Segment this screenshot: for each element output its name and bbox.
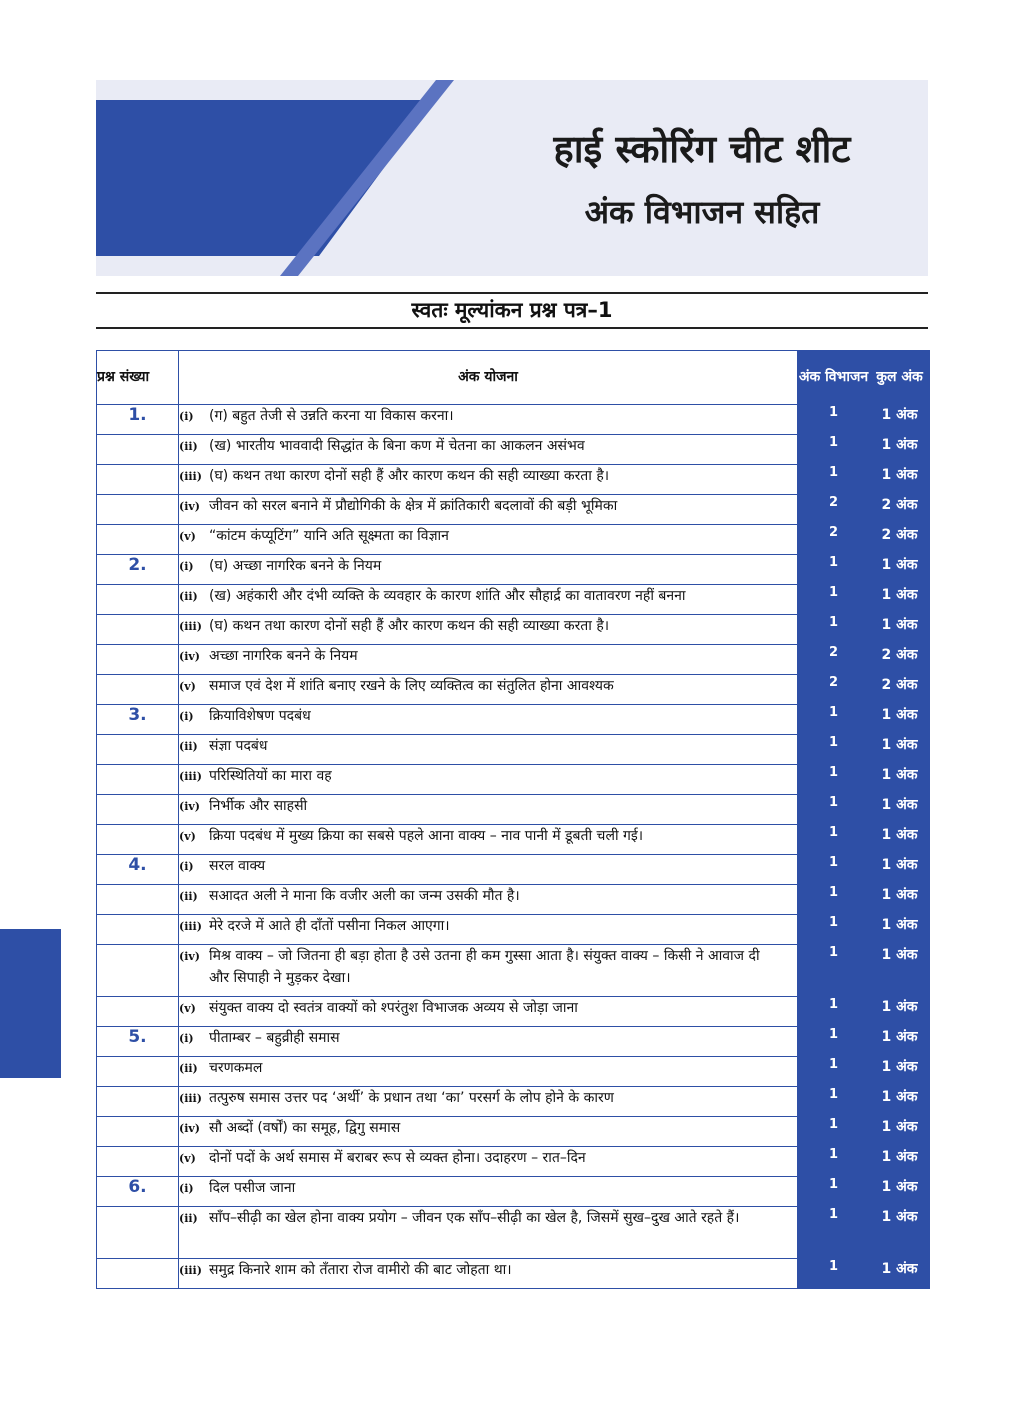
table-row	[97, 885, 930, 915]
answer-cell	[179, 405, 798, 435]
table-row	[97, 795, 930, 825]
top-rule	[96, 292, 928, 294]
table-row	[97, 435, 930, 465]
answer-cell	[179, 855, 798, 885]
table-row	[97, 945, 930, 997]
answer-text: (ख) अहंकारी और दंभी व्यक्ति के व्यवहार के कारण शांति और सौहार्द्र का वातावरण नहीं बनना	[209, 588, 686, 604]
answer-cell	[179, 915, 798, 945]
total-cell: 1 अंक	[870, 1259, 930, 1289]
marks-cell: 1	[798, 855, 870, 885]
marks-cell: 2	[798, 675, 870, 705]
question-number	[97, 1207, 179, 1259]
sub-question-label: (v)	[179, 1152, 196, 1165]
table-header-row	[97, 351, 930, 405]
marks-cell: 1	[798, 1117, 870, 1147]
table-row	[97, 1027, 930, 1057]
sub-question-label: (ii)	[179, 440, 198, 453]
marks-cell: 1	[798, 945, 870, 997]
sub-question-label: (v)	[179, 530, 196, 543]
table-row	[97, 495, 930, 525]
table-row	[97, 1259, 930, 1289]
answer-cell	[179, 885, 798, 915]
marking-scheme-table	[96, 350, 930, 1289]
answer-cell	[179, 705, 798, 735]
sub-question-label: (iv)	[179, 800, 200, 813]
answer-text: “कांटम कंप्यूटिंग” यानि अति सूक्ष्मता का विज्ञान	[209, 528, 449, 544]
total-cell: 1 अंक	[870, 885, 930, 915]
answer-cell	[179, 1027, 798, 1057]
table-row	[97, 645, 930, 675]
table-row	[97, 525, 930, 555]
question-number: 5.	[97, 1027, 179, 1057]
total-cell: 1 अंक	[870, 1177, 930, 1207]
question-number	[97, 1147, 179, 1177]
answer-cell	[179, 585, 798, 615]
answer-text: निर्भीक और साहसी	[209, 798, 308, 814]
answer-cell	[179, 765, 798, 795]
answer-cell	[179, 465, 798, 495]
marks-cell: 1	[798, 1207, 870, 1259]
sub-question-label: (i)	[179, 1182, 194, 1195]
total-cell: 1 अंक	[870, 855, 930, 885]
answer-cell	[179, 525, 798, 555]
question-number: 6.	[97, 1177, 179, 1207]
answer-text: दोनों पदों के अर्थ समास में बराबर रूप से व्यक्त होना। उदाहरण – रात–दिन	[209, 1150, 586, 1166]
question-number	[97, 525, 179, 555]
total-cell: 1 अंक	[870, 615, 930, 645]
sub-question-label: (ii)	[179, 890, 198, 903]
total-cell: 1 अंक	[870, 1057, 930, 1087]
sub-question-label: (ii)	[179, 1212, 198, 1225]
table-row	[97, 765, 930, 795]
table-row	[97, 1117, 930, 1147]
header-banner	[96, 80, 928, 276]
table-row	[97, 705, 930, 735]
marks-cell: 1	[798, 915, 870, 945]
table-row	[97, 1207, 930, 1259]
table-row	[97, 735, 930, 765]
marks-cell: 1	[798, 555, 870, 585]
sub-question-label: (v)	[179, 830, 196, 843]
sub-question-label: (i)	[179, 1032, 194, 1045]
sub-question-label: (iii)	[179, 620, 202, 633]
total-cell: 1 अंक	[870, 705, 930, 735]
table-row	[97, 615, 930, 645]
answer-text: परिस्थितियों का मारा वह	[209, 768, 332, 784]
question-number	[97, 615, 179, 645]
answer-text: क्रिया पदबंध में मुख्य क्रिया का सबसे पहले आना वाक्य – नाव पानी में डूबती चली गई।	[209, 828, 644, 844]
question-number: 4.	[97, 855, 179, 885]
marks-cell: 1	[798, 1147, 870, 1177]
marks-cell: 1	[798, 1177, 870, 1207]
answer-text: (घ) अच्छा नागरिक बनने के नियम	[209, 558, 382, 574]
marks-cell: 1	[798, 765, 870, 795]
question-number: 2.	[97, 555, 179, 585]
total-cell: 1 अंक	[870, 1117, 930, 1147]
page-subtitle: अंक विभाजन सहित	[584, 193, 820, 231]
answer-text: (घ) कथन तथा कारण दोनों सही हैं और कारण कथन की सही व्याख्या करता है।	[209, 618, 610, 634]
sub-question-label: (iv)	[179, 500, 200, 513]
question-number: 1.	[97, 405, 179, 435]
answer-cell	[179, 735, 798, 765]
header-total: कुल अंक	[870, 351, 930, 405]
answer-cell	[179, 1207, 798, 1259]
sub-question-label: (iv)	[179, 950, 200, 963]
banner-dark-panel	[96, 100, 434, 256]
total-cell: 1 अंक	[870, 735, 930, 765]
question-number	[97, 1057, 179, 1087]
question-number	[97, 465, 179, 495]
table-row	[97, 585, 930, 615]
question-number	[97, 735, 179, 765]
marks-cell: 2	[798, 495, 870, 525]
answer-text: चरणकमल	[209, 1060, 263, 1076]
total-cell: 1 अंक	[870, 997, 930, 1027]
answer-text: अच्छा नागरिक बनने के नियम	[209, 648, 358, 664]
answer-cell	[179, 1117, 798, 1147]
question-number	[97, 825, 179, 855]
answer-cell	[179, 945, 798, 997]
question-number	[97, 1087, 179, 1117]
total-cell: 2 अंक	[870, 525, 930, 555]
header-scheme: अंक योजना	[179, 351, 798, 405]
answer-text: तत्पुरुष समास उत्तर पद ‘अर्थी’ के प्रधान तथा ‘का’ परसर्ग के लोप होने के कारण	[209, 1090, 614, 1106]
total-cell: 1 अंक	[870, 585, 930, 615]
answer-cell	[179, 555, 798, 585]
total-cell: 1 अंक	[870, 915, 930, 945]
sub-question-label: (i)	[179, 860, 194, 873]
sub-question-label: (i)	[179, 710, 194, 723]
table-row	[97, 1177, 930, 1207]
banner-graphic	[96, 80, 928, 276]
marks-cell: 1	[798, 735, 870, 765]
answer-text: समुद्र किनारे शाम को तँतारा रोज वामीरो की बाट जोहता था।	[209, 1262, 512, 1278]
marks-cell: 1	[798, 465, 870, 495]
table-row	[97, 997, 930, 1027]
table-row	[97, 1057, 930, 1087]
question-number	[97, 915, 179, 945]
answer-cell	[179, 997, 798, 1027]
sub-question-label: (v)	[179, 1002, 196, 1015]
answer-text: सआदत अली ने माना कि वजीर अली का जन्म उसकी मौत है।	[209, 888, 520, 904]
question-number	[97, 795, 179, 825]
question-number	[97, 435, 179, 465]
total-cell: 1 अंक	[870, 795, 930, 825]
question-number	[97, 645, 179, 675]
paper-title: स्वतः मूल्यांकन प्रश्न पत्र–1	[411, 298, 613, 322]
sub-question-label: (iii)	[179, 1264, 202, 1277]
total-cell: 1 अंक	[870, 465, 930, 495]
total-cell: 1 अंक	[870, 1147, 930, 1177]
total-cell: 1 अंक	[870, 1207, 930, 1259]
sub-question-label: (iii)	[179, 920, 202, 933]
table-row	[97, 1087, 930, 1117]
table-row	[97, 915, 930, 945]
marks-cell: 2	[798, 525, 870, 555]
answer-cell	[179, 1147, 798, 1177]
total-cell: 2 अंक	[870, 675, 930, 705]
answer-text: (ग) बहुत तेजी से उन्नति करना या विकास करना।	[209, 408, 454, 424]
answer-cell	[179, 615, 798, 645]
marks-cell: 1	[798, 1087, 870, 1117]
answer-text: मिश्र वाक्य – जो जितना ही बड़ा होता है उसे उतना ही कम गुस्सा आता है। संयुक्त वाक्य – किसी ने आवाज दी और सिपाही ने मुड़कर देखा।	[209, 948, 760, 986]
table-row	[97, 465, 930, 495]
table-row	[97, 555, 930, 585]
answer-cell	[179, 825, 798, 855]
question-number	[97, 885, 179, 915]
sub-question-label: (i)	[179, 560, 194, 573]
sub-question-label: (iv)	[179, 1122, 200, 1135]
total-cell: 1 अंक	[870, 1087, 930, 1117]
sub-question-label: (ii)	[179, 740, 198, 753]
marks-cell: 2	[798, 645, 870, 675]
sub-question-label: (iii)	[179, 470, 202, 483]
table-row	[97, 855, 930, 885]
bottom-rule	[96, 327, 928, 329]
table-row	[97, 825, 930, 855]
total-cell: 1 अंक	[870, 555, 930, 585]
answer-cell	[179, 1177, 798, 1207]
answer-cell	[179, 645, 798, 675]
table-row	[97, 405, 930, 435]
header-question-number: प्रश्न संख्या	[97, 351, 179, 405]
question-number	[97, 997, 179, 1027]
answer-text: पीताम्बर – बहुव्रीही समास	[209, 1030, 340, 1046]
answer-cell	[179, 1259, 798, 1289]
table-row	[97, 1147, 930, 1177]
total-cell: 1 अंक	[870, 1027, 930, 1057]
sub-question-label: (ii)	[179, 1062, 198, 1075]
total-cell: 1 अंक	[870, 435, 930, 465]
marks-cell: 1	[798, 435, 870, 465]
marks-cell: 1	[798, 585, 870, 615]
total-cell: 1 अंक	[870, 765, 930, 795]
answer-cell	[179, 1057, 798, 1087]
question-number	[97, 945, 179, 997]
answer-text: (ख) भारतीय भाववादी सिद्धांत के बिना कण में चेतना का आकलन असंभव	[209, 438, 585, 454]
answer-cell	[179, 435, 798, 465]
marks-cell: 1	[798, 885, 870, 915]
question-number	[97, 585, 179, 615]
marks-cell: 1	[798, 1027, 870, 1057]
answer-text: (घ) कथन तथा कारण दोनों सही हैं और कारण कथन की सही व्याख्या करता है।	[209, 468, 610, 484]
marks-cell: 1	[798, 1057, 870, 1087]
answer-cell	[179, 675, 798, 705]
total-cell: 2 अंक	[870, 495, 930, 525]
answer-text: संज्ञा पदबंध	[209, 738, 268, 754]
total-cell: 1 अंक	[870, 945, 930, 997]
marks-cell: 1	[798, 997, 870, 1027]
sub-question-label: (v)	[179, 680, 196, 693]
sub-question-label: (iii)	[179, 770, 202, 783]
question-number	[97, 495, 179, 525]
answer-cell	[179, 495, 798, 525]
sub-question-label: (ii)	[179, 590, 198, 603]
marks-cell: 1	[798, 405, 870, 435]
marks-cell: 1	[798, 615, 870, 645]
side-tab	[0, 929, 61, 1078]
table-row	[97, 675, 930, 705]
answer-text: सरल वाक्य	[209, 858, 266, 874]
answer-cell	[179, 795, 798, 825]
header-marks: अंक विभाजन	[798, 351, 870, 405]
answer-text: क्रियाविशेषण पदबंध	[209, 708, 311, 724]
question-number: 3.	[97, 705, 179, 735]
marks-cell: 1	[798, 825, 870, 855]
marks-cell: 1	[798, 705, 870, 735]
answer-cell	[179, 1087, 798, 1117]
answer-text: जीवन को सरल बनाने में प्रौद्योगिकी के क्षेत्र में क्रांतिकारी बदलावों की बड़ी भूमिका	[209, 498, 618, 514]
answer-text: समाज एवं देश में शांति बनाए रखने के लिए व्यक्तित्व का संतुलित होना आवश्यक	[209, 678, 614, 694]
question-number	[97, 675, 179, 705]
question-number	[97, 765, 179, 795]
question-number	[97, 1117, 179, 1147]
total-cell: 1 अंक	[870, 405, 930, 435]
sub-question-label: (iv)	[179, 650, 200, 663]
total-cell: 1 अंक	[870, 825, 930, 855]
answer-text: दिल पसीज जाना	[209, 1180, 296, 1196]
answer-text: संयुक्त वाक्य दो स्वतंत्र वाक्यों को श्परंतुश विभाजक अव्यय से जोड़ा जाना	[209, 1000, 578, 1016]
total-cell: 2 अंक	[870, 645, 930, 675]
answer-text: सौ अब्दों (वर्षों) का समूह, द्विगु समास	[209, 1120, 401, 1136]
marks-cell: 1	[798, 1259, 870, 1289]
answer-text: मेरे दरजे में आते ही दाँतों पसीना निकल आएगा।	[209, 918, 450, 934]
page-title: हाई स्कोरिंग चीट शीट	[553, 127, 851, 171]
sub-question-label: (iii)	[179, 1092, 202, 1105]
question-number	[97, 1259, 179, 1289]
sub-question-label: (i)	[179, 410, 194, 423]
marks-cell: 1	[798, 795, 870, 825]
answer-text: साँप–सीढ़ी का खेल होना वाक्य प्रयोग – जीवन एक साँप–सीढ़ी का खेल है, जिसमें सुख–दुख आते रहते हैं।	[209, 1210, 740, 1226]
